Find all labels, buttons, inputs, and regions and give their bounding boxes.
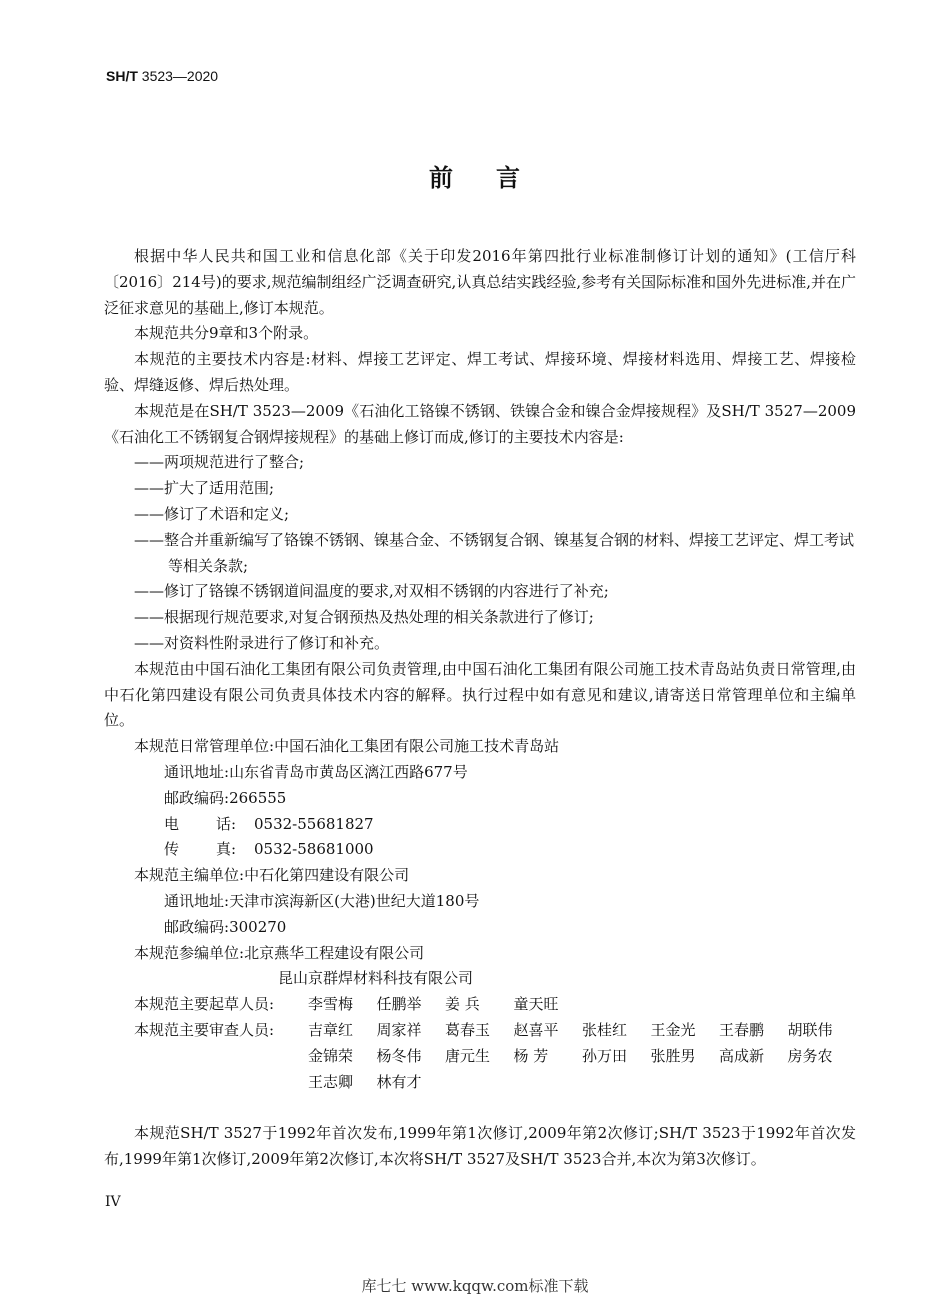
drafter-name: 李雪梅 [308, 995, 354, 1014]
chief-unit-line [104, 863, 856, 889]
reviewer-name: 杨冬伟 [376, 1046, 422, 1065]
daily-unit-phone-line [104, 812, 856, 838]
page-title [0, 158, 950, 193]
phone-label [164, 812, 254, 838]
chief-unit-name: 中石化第四建设有限公司 [244, 866, 410, 885]
fax-label [164, 837, 254, 863]
address-label: 通讯地址: [164, 891, 230, 910]
chief-unit-address: 天津市滨海新区(大港)世纪大道180号 [229, 891, 480, 910]
reviewer-name: 林有才 [376, 1072, 422, 1091]
chief-unit-postcode: 300270 [229, 917, 287, 936]
page-number: IV [105, 1194, 121, 1210]
reviewer-name: 吉章红 [308, 1020, 354, 1039]
chief-unit-address-line [104, 889, 856, 915]
daily-unit-postcode: 266555 [229, 788, 287, 807]
participating-unit-line [104, 941, 856, 967]
management-paragraph: 本规范由中国石油化工集团有限公司负责管理,由中国石油化工集团有限公司施工技术青岛站负责日常管理,由中石化第四建设有限公司负责具体技术内容的解释。执行过程中如有意见和建议,请寄送日常管理单位和主编单位。 [104, 659, 856, 730]
main-content-paragraph: 本规范的主要技术内容是:材料、焊接工艺评定、焊工考试、焊接环境、焊接材料选用、焊接工艺、焊接检验、焊缝返修、焊后热处理。 [104, 350, 856, 394]
reviewer-name: 孙万田 [582, 1046, 628, 1065]
revision-item: ——扩大了适用范围; [134, 479, 275, 498]
daily-unit-line [104, 734, 856, 760]
daily-unit-postcode-line [104, 786, 856, 812]
revision-item: ——整合并重新编写了铬镍不锈钢、镍基合金、不锈钢复合钢、镍基复合钢的材料、焊接工艺评定、焊工考试等相关条款; [134, 530, 855, 575]
chapters-paragraph: 本规范共分9章和3个附录。 [134, 324, 319, 343]
reviewer-name: 王金光 [650, 1020, 696, 1039]
phone-label-char: 话: [216, 814, 237, 833]
standard-code-number: 3523—2020 [141, 68, 219, 84]
reviewer-name: 唐元生 [445, 1046, 491, 1065]
revision-item: ——修订了铬镍不锈钢道间温度的要求,对双相不锈钢的内容进行了补充; [134, 582, 609, 601]
fax-label-char: 真: [216, 840, 237, 859]
page-title-left: 前 [429, 164, 454, 192]
reviewers-list [308, 1018, 856, 1095]
drafter-name: 任鹏举 [376, 995, 422, 1014]
reviewers-block [104, 1018, 856, 1095]
standard-code [106, 68, 218, 84]
standard-code-prefix: SH/T [106, 68, 138, 84]
chief-unit-postcode-line [104, 915, 856, 941]
revision-item: ——根据现行规范要求,对复合钢预热及热处理的相关条款进行了修订; [134, 608, 594, 627]
daily-unit-phone: 0532-55681827 [254, 814, 374, 833]
reviewer-name: 周家祥 [376, 1020, 422, 1039]
chief-unit-label: 本规范主编单位: [134, 866, 245, 885]
page-title-right: 言 [496, 164, 521, 192]
participating-label: 本规范参编单位: [134, 943, 245, 962]
daily-unit-fax: 0532-58681000 [254, 840, 374, 859]
foreword-body [104, 244, 856, 1173]
reviewer-name: 金锦荣 [308, 1046, 354, 1065]
reviewer-name: 赵喜平 [513, 1020, 559, 1039]
revision-item: ——修订了术语和定义; [134, 504, 290, 523]
intro-paragraph: 根据中华人民共和国工业和信息化部《关于印发2016年第四批行业标准制修订计划的通知》(工信厅科〔2016〕214号)的要求,规范编制组经广泛调查研究,认真总结实践经验,参考有关国际标准和国外先进标准,并在广泛征求意见的基础上,修订本规范。 [104, 247, 856, 317]
daily-unit-address-line [104, 760, 856, 786]
reviewer-name: 张胜男 [650, 1046, 696, 1065]
postcode-label: 邮政编码: [164, 917, 230, 936]
drafters-block [104, 992, 856, 1018]
daily-unit-fax-line [104, 837, 856, 863]
address-label: 通讯地址: [164, 762, 230, 781]
drafters-list [308, 992, 856, 1018]
reviewer-name: 房务农 [787, 1046, 833, 1065]
reviewer-name: 杨 芳 [513, 1046, 549, 1065]
phone-label-char: 电 [164, 814, 180, 833]
drafter-name: 童天旺 [513, 995, 559, 1014]
revision-basis-paragraph: 本规范是在SH/T 3523—2009《石油化工铬镍不锈钢、铁镍合金和镍合金焊接规程》及SH/T 3527—2009《石油化工不锈钢复合钢焊接规程》的基础上修订而成,修订的主要技术内容是: [104, 401, 856, 446]
revision-item: ——两项规范进行了整合; [134, 453, 305, 472]
reviewers-label: 本规范主要审查人员: [134, 1020, 275, 1039]
reviewer-name: 胡联伟 [787, 1020, 833, 1039]
reviewer-name: 高成新 [719, 1046, 765, 1065]
history-paragraph: 本规范SH/T 3527于1992年首次发布,1999年第1次修订,2009年第2次修订;SH/T 3523于1992年首次发布,1999年第1次修订,2009年第2次修订,本次将SH/T 3527及SH/T 3523合并,本次为第3次修订。 [104, 1124, 856, 1169]
daily-unit-label: 本规范日常管理单位: [134, 737, 275, 756]
reviewer-name: 王春鹏 [719, 1020, 765, 1039]
revision-item: ——对资料性附录进行了修订和补充。 [134, 633, 390, 652]
reviewer-name: 张桂红 [582, 1020, 628, 1039]
daily-unit-name: 中国石油化工集团有限公司施工技术青岛站 [274, 737, 560, 756]
postcode-label: 邮政编码: [164, 788, 230, 807]
drafter-name: 姜 兵 [445, 995, 480, 1014]
fax-label-char: 传 [164, 840, 180, 859]
footer-watermark: 库七七 www.kqqw.com标准下载 [361, 1277, 589, 1295]
participating-unit: 昆山京群焊材料科技有限公司 [278, 969, 474, 988]
daily-unit-address: 山东省青岛市黄岛区漓江西路677号 [229, 762, 468, 781]
reviewer-name: 王志卿 [308, 1072, 354, 1091]
drafters-label: 本规范主要起草人员: [134, 995, 275, 1014]
participating-unit-line [104, 966, 856, 992]
participating-unit: 北京燕华工程建设有限公司 [244, 943, 425, 962]
reviewer-name: 葛春玉 [445, 1020, 491, 1039]
